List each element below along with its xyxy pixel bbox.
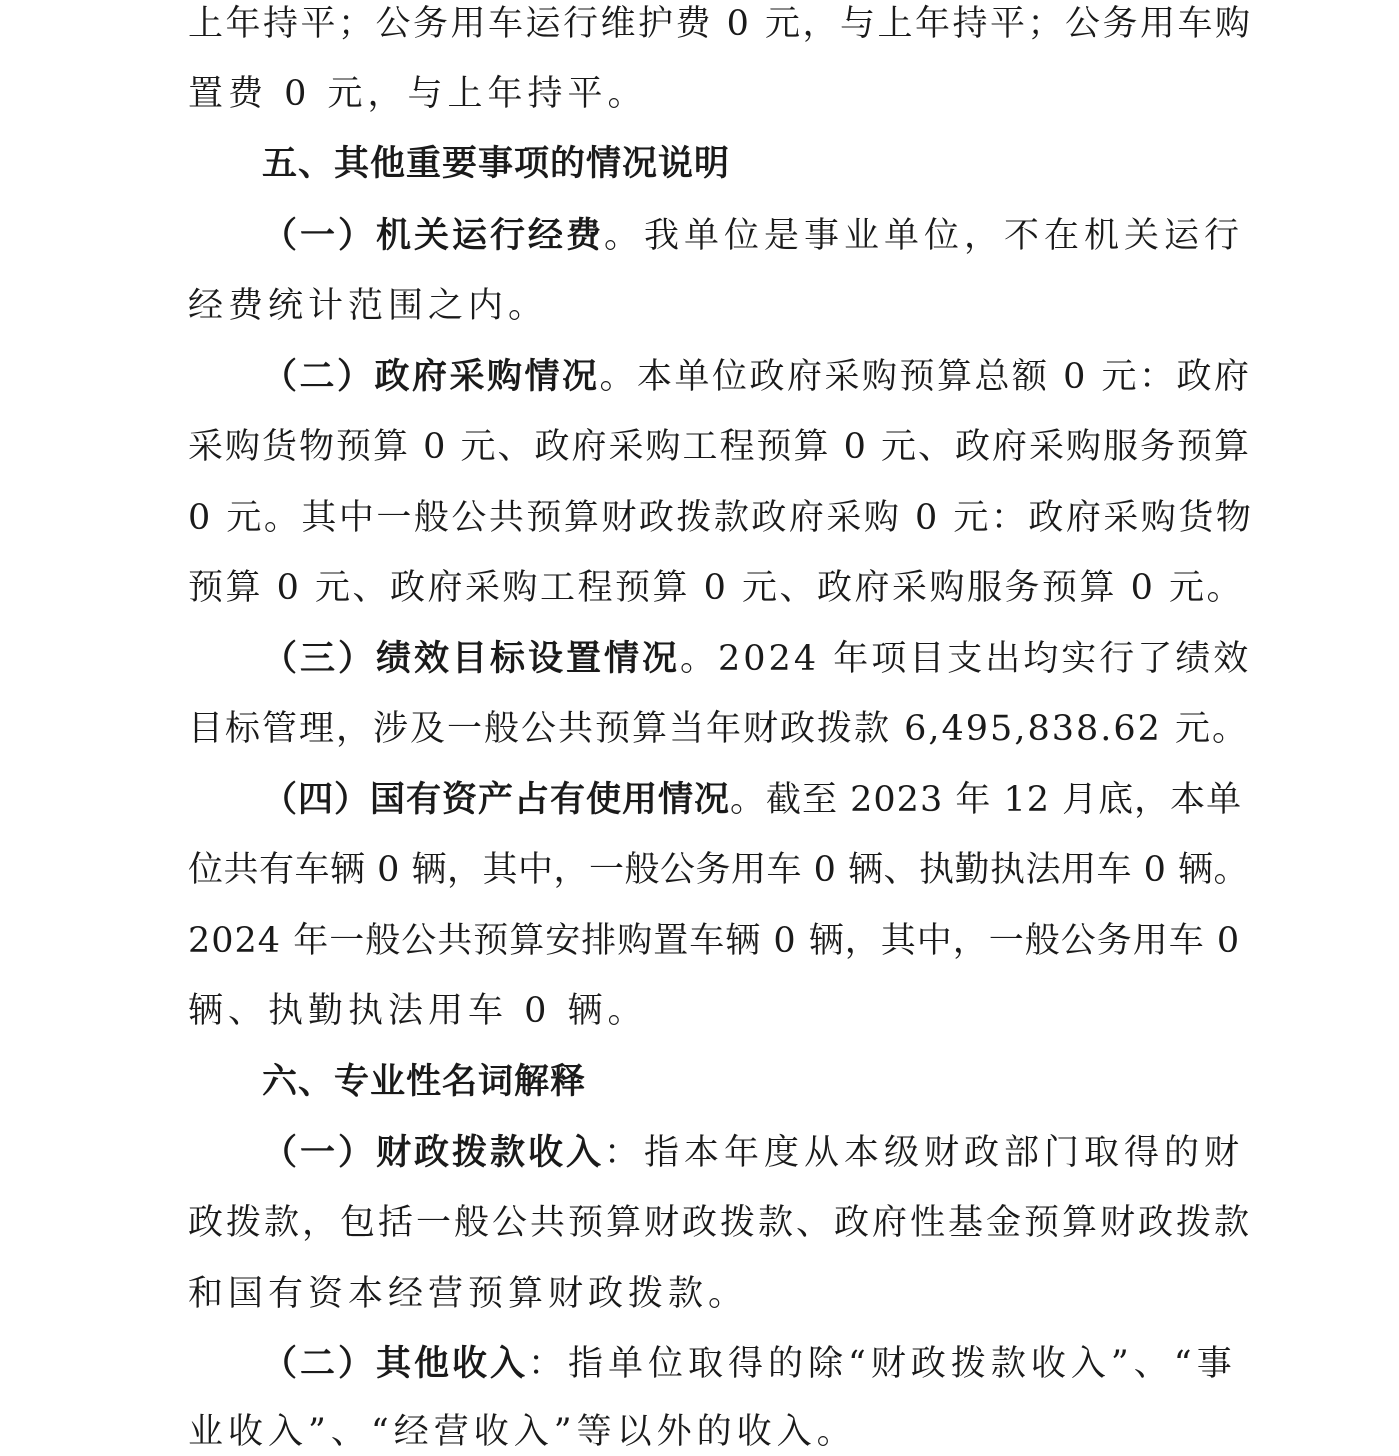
- text-span: ：指本年度从本级财政部门取得的财: [604, 1133, 1245, 1173]
- subheading-label: （二）政府采购情况: [262, 357, 600, 397]
- text-span: 。2024 年项目支出均实行了绩效: [680, 639, 1252, 679]
- paragraph-first-line: [262, 778, 1242, 822]
- text-span: ：指单位取得的除“财政拨款收入”、“事: [528, 1344, 1237, 1384]
- text-line: 经费统计范围之内。: [188, 286, 549, 326]
- text-line: 采购货物预算 0 元、政府采购工程预算 0 元、政府采购服务预算: [188, 427, 1252, 467]
- paragraph-first-line: [262, 214, 1244, 258]
- paragraph-first-line: [262, 637, 1251, 681]
- text-line: 和国有资本经营预算财政拨款。: [188, 1274, 749, 1314]
- subheading-label: （一）财政拨款收入: [262, 1133, 605, 1173]
- text-line: 位共有车辆 0 辆，其中，一般公务用车 0 辆、执勤执法用车 0 辆。: [188, 850, 1250, 890]
- text-line: 0 元。其中一般公共预算财政拨款政府采购 0 元：政府采购货物: [188, 498, 1254, 538]
- subheading-label: （二）其他收入: [262, 1344, 529, 1384]
- section-heading-6: 六、专业性名词解释: [262, 1062, 587, 1102]
- subheading-label: （三）绩效目标设置情况: [262, 639, 681, 679]
- section-heading-5: 五、其他重要事项的情况说明: [262, 144, 731, 184]
- text-line: 政拨款，包括一般公共预算财政拨款、政府性基金预算财政拨款: [188, 1203, 1253, 1243]
- text-line: 辆、执勤执法用车 0 辆。: [188, 991, 648, 1031]
- text-line: 业收入”、“经营收入”等以外的收入。: [188, 1412, 857, 1452]
- text-line: 预算 0 元、政府采购工程预算 0 元、政府采购服务预算 0 元。: [188, 568, 1245, 608]
- text-line: 2024 年一般公共预算安排购置车辆 0 辆，其中，一般公务用车 0: [188, 921, 1241, 961]
- text-span: 。本单位政府采购预算总额 0 元：政府: [599, 357, 1252, 397]
- subheading-label: （一）机关运行经费: [262, 216, 605, 256]
- paragraph-first-line: [262, 355, 1252, 399]
- subheading-label: （四）国有资产占有使用情况: [262, 780, 731, 820]
- text-line: 目标管理，涉及一般公共预算当年财政拨款 6,495,838.62 元。: [188, 709, 1250, 749]
- paragraph-first-line: [262, 1131, 1244, 1175]
- text-line: 上年持平；公务用车运行维护费 0 元，与上年持平；公务用车购: [188, 4, 1253, 44]
- paragraph-first-line: [262, 1342, 1237, 1386]
- text-span: 。我单位是事业单位，不在机关运行: [604, 216, 1245, 256]
- text-line: 置费 0 元，与上年持平。: [188, 74, 648, 114]
- text-span: 。截至 2023 年 12 月底，本单: [730, 780, 1243, 820]
